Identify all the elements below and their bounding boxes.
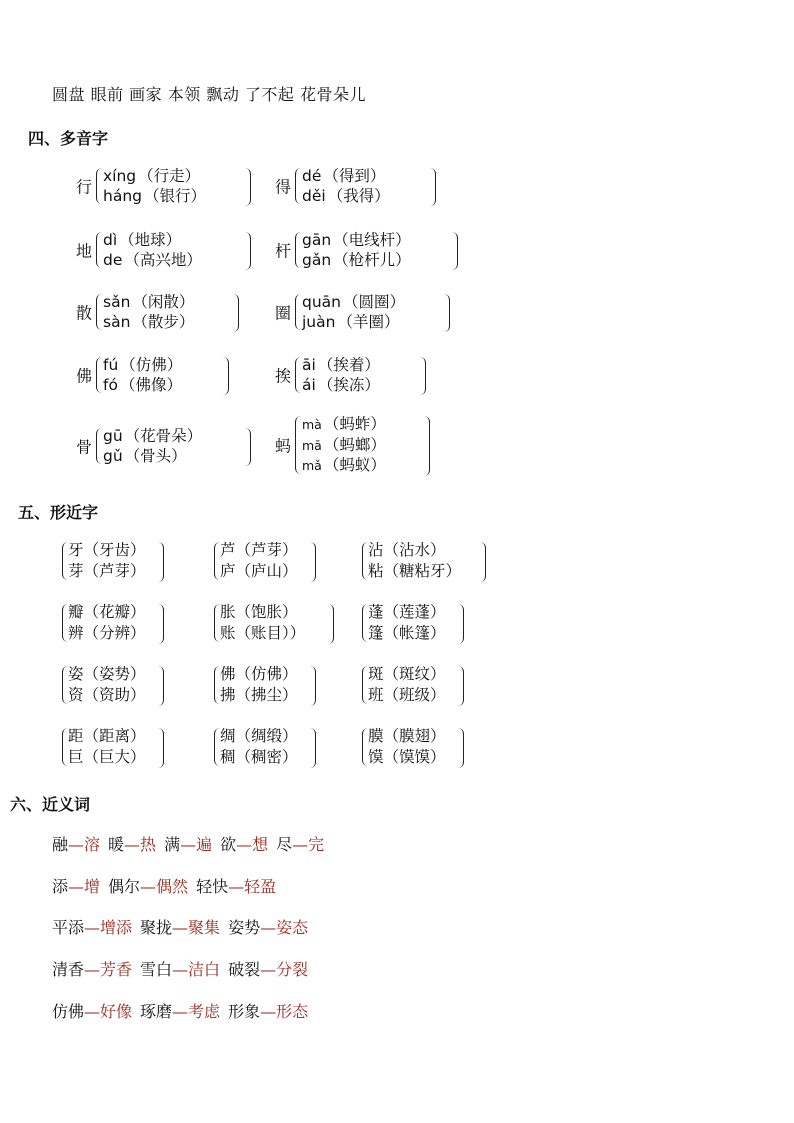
similar-char-group [62, 726, 170, 768]
reading-row [302, 455, 386, 476]
dash: — [68, 835, 85, 854]
readings [302, 355, 380, 395]
word-list-line: 圆盘 眼前 画家 本领 飘动 了不起 花骨朵儿 [52, 85, 367, 104]
synonym-line [52, 915, 316, 938]
readings [103, 230, 202, 270]
pinyin: ái [302, 376, 316, 394]
similar-char-item: 馍（馍馍） [368, 748, 446, 766]
synonym-word: 溶 [84, 835, 101, 854]
reading-row [103, 230, 202, 250]
pinyin: gū [103, 427, 123, 445]
dash: — [180, 835, 197, 854]
synonym-word: 增添 [100, 918, 133, 937]
synonym-pair [52, 835, 100, 854]
polyphone-char: 佛 [76, 366, 93, 386]
right-brace [328, 604, 334, 644]
synonym-pair [140, 960, 220, 979]
synonym-pair [220, 835, 268, 854]
similar-char-item: 资（资助） [68, 686, 146, 704]
reading-row [302, 186, 390, 206]
pinyin: juàn [302, 313, 336, 331]
similar-char-item: 班（班级） [368, 686, 446, 704]
example-word: （圆圈） [343, 293, 406, 311]
pair [68, 664, 146, 706]
similar-char-item: 芽（芦芽） [68, 562, 146, 580]
section-title-polyphones: 四、多音字 [28, 129, 109, 148]
synonym-word: 轻盈 [244, 877, 277, 896]
dash: — [68, 877, 85, 896]
synonym-word: 芳香 [100, 960, 133, 979]
synonym-pair [164, 835, 212, 854]
example-word: （蚂蚁） [323, 456, 386, 474]
reading-row [103, 355, 182, 375]
synonym-word: 想 [252, 835, 269, 854]
synonym-pair [228, 918, 308, 937]
similar-char-group [214, 664, 322, 706]
pinyin: mà [302, 417, 322, 432]
similar-char-item: 膜（膜翅） [368, 727, 446, 745]
pinyin: āi [302, 356, 316, 374]
pinyin: děi [302, 187, 326, 205]
similar-char-item: 蓬（莲蓬） [368, 603, 446, 621]
readings [103, 426, 202, 466]
example-word: （地球） [119, 231, 182, 249]
reading-row [302, 355, 380, 375]
reading-row [302, 250, 411, 270]
synonym-pair [228, 960, 308, 979]
example-word: （闲散） [132, 293, 195, 311]
similar-char-item: 稠（稠密） [220, 748, 298, 766]
example-word: （得到） [323, 167, 386, 185]
readings [302, 414, 386, 476]
word: 偶尔 [108, 877, 141, 896]
pair [68, 540, 146, 582]
left-brace [295, 416, 302, 474]
dash: — [84, 918, 101, 937]
pinyin: quān [302, 293, 341, 311]
polyphone-char: 地 [76, 241, 93, 261]
right-brace [480, 542, 486, 582]
left-brace [295, 232, 302, 268]
synonym-line [52, 957, 316, 980]
similar-char-group [362, 664, 470, 706]
left-brace [295, 357, 302, 393]
pinyin: sàn [103, 313, 131, 331]
right-brace [245, 232, 251, 270]
polyphone-char: 蚂 [275, 436, 292, 456]
word: 清香 [52, 960, 85, 979]
example-word: （挨冻） [317, 376, 380, 394]
word: 暖 [108, 835, 125, 854]
readings [103, 355, 182, 395]
example-word: （行走） [138, 167, 201, 185]
pinyin: mǎ [302, 458, 322, 473]
left-brace [295, 168, 302, 204]
dash: — [172, 1002, 189, 1021]
reading-row [103, 166, 206, 186]
word: 轻快 [196, 877, 229, 896]
right-brace [444, 294, 450, 332]
similar-char-group [214, 540, 322, 582]
synonym-pair [108, 877, 188, 896]
pinyin: háng [103, 187, 142, 205]
dash: — [260, 1002, 277, 1021]
synonym-pair [52, 918, 132, 937]
pair [220, 540, 298, 582]
right-brace [458, 604, 464, 644]
similar-char-item: 篷（帐篷） [368, 624, 446, 642]
pinyin: de [103, 251, 123, 269]
synonym-line [52, 999, 316, 1022]
word: 融 [52, 835, 69, 854]
reading-row [302, 166, 390, 186]
right-brace [245, 168, 251, 206]
right-brace [158, 604, 164, 644]
example-word: （蚂螂） [323, 435, 386, 454]
similar-char-item: 辨（分辨） [68, 624, 146, 642]
reading-row [103, 250, 202, 270]
word: 尽 [276, 835, 293, 854]
pair [368, 602, 446, 644]
synonym-word: 增 [84, 877, 101, 896]
pair [68, 602, 146, 644]
similar-char-item: 账（账目）） [220, 624, 306, 642]
similar-char-item: 牙（牙齿） [68, 541, 146, 559]
pair [220, 726, 298, 768]
left-brace [96, 428, 103, 464]
similar-char-item: 沾（沾水） [368, 541, 446, 559]
synonym-word: 好像 [100, 1002, 133, 1021]
reading-row [302, 435, 386, 456]
synonym-word: 姿态 [276, 918, 309, 937]
pinyin: gǔ [103, 447, 123, 465]
dash: — [84, 1002, 101, 1021]
word: 满 [164, 835, 181, 854]
synonym-pair [276, 835, 324, 854]
synonym-word: 分裂 [276, 960, 309, 979]
right-brace [233, 294, 239, 332]
similar-char-group [62, 602, 170, 644]
synonym-pair [196, 877, 276, 896]
right-brace [458, 666, 464, 706]
synonym-pair [52, 1002, 132, 1021]
word: 添 [52, 877, 69, 896]
synonym-word: 考虑 [188, 1002, 221, 1021]
right-brace [452, 232, 458, 270]
polyphone-group [275, 166, 438, 206]
similar-char-group [62, 664, 170, 706]
similar-char-item: 佛（仿佛） [220, 665, 298, 683]
similar-char-item: 粘（糖粘牙） [368, 562, 462, 580]
similar-char-item: 姿（姿势） [68, 665, 146, 683]
section-title-synonyms: 六、近义词 [10, 795, 91, 814]
readings [103, 166, 206, 206]
right-brace [310, 728, 316, 768]
pinyin: xíng [103, 167, 137, 185]
readings [302, 292, 405, 332]
example-word: （散步） [132, 313, 195, 331]
synonym-pair [140, 918, 220, 937]
word: 聚拢 [140, 918, 173, 937]
pair [368, 664, 446, 706]
similar-char-item: 瓣（花瓣） [68, 603, 146, 621]
dash: — [292, 835, 309, 854]
synonym-word: 形态 [276, 1002, 309, 1021]
example-word: （电线杆） [333, 231, 411, 249]
synonym-line [52, 832, 332, 855]
right-brace [420, 357, 426, 395]
pair [368, 726, 446, 768]
similar-char-group [214, 726, 322, 768]
polyphone-char: 得 [275, 177, 292, 197]
reading-row [103, 426, 202, 446]
section-title-similar: 五、形近字 [18, 503, 99, 522]
reading-row [103, 375, 182, 395]
synonym-word: 聚集 [188, 918, 221, 937]
right-brace [310, 542, 316, 582]
right-brace [158, 666, 164, 706]
word: 雪白 [140, 960, 173, 979]
similar-char-item: 斑（斑纹） [368, 665, 446, 683]
right-brace [223, 357, 229, 395]
pinyin: gān [302, 231, 332, 249]
left-brace [96, 357, 103, 393]
right-brace [158, 542, 164, 582]
similar-char-item: 距（距离） [68, 727, 146, 745]
dash: — [84, 960, 101, 979]
word: 欲 [220, 835, 237, 854]
dash: — [172, 960, 189, 979]
polyphone-char: 杆 [275, 241, 292, 261]
example-word: （蚂蚱） [323, 415, 386, 433]
similar-char-item: 巨（巨大） [68, 748, 146, 766]
word: 平添 [52, 918, 85, 937]
example-word: （仿佛） [120, 356, 183, 374]
reading-row [103, 292, 194, 312]
pinyin: dì [103, 231, 118, 249]
polyphone-char: 骨 [76, 437, 93, 457]
synonym-line [52, 874, 284, 897]
example-word: （银行） [144, 187, 207, 205]
pinyin: sǎn [103, 293, 131, 311]
synonym-pair [140, 1002, 220, 1021]
reading-row [302, 292, 405, 312]
similar-char-item: 芦（芦芽） [220, 541, 298, 559]
example-word: （骨头） [124, 447, 187, 465]
pinyin: fú [103, 356, 119, 374]
pair [68, 726, 146, 768]
polyphone-group [275, 292, 452, 332]
similar-char-group [362, 726, 470, 768]
synonym-pair [228, 1002, 308, 1021]
dash: — [228, 877, 245, 896]
reading-row [302, 375, 380, 395]
polyphone-group [76, 166, 253, 206]
polyphone-group [275, 230, 460, 270]
right-brace [424, 416, 430, 476]
example-word: （佛像） [119, 376, 182, 394]
synonym-word: 偶然 [156, 877, 189, 896]
polyphone-group [76, 426, 253, 466]
synonym-pair [52, 960, 132, 979]
similar-char-group [214, 602, 340, 644]
polyphone-char: 挨 [275, 366, 292, 386]
right-brace [430, 168, 436, 206]
polyphone-group [76, 355, 231, 395]
right-brace [158, 728, 164, 768]
right-brace [245, 428, 251, 466]
reading-row [103, 186, 206, 206]
pair [368, 540, 461, 582]
example-word: （花骨朵） [124, 427, 203, 445]
reading-row [302, 230, 411, 250]
polyphone-char: 行 [76, 177, 93, 197]
pinyin: dé [302, 167, 322, 185]
polyphone-group [76, 230, 253, 270]
polyphone-group [76, 292, 241, 332]
similar-char-group [362, 540, 492, 582]
word: 琢磨 [140, 1002, 173, 1021]
left-brace [96, 168, 103, 204]
polyphone-group [275, 414, 432, 476]
similar-char-item: 拂（拂尘） [220, 686, 298, 704]
reading-row [302, 414, 386, 435]
polyphone-group [275, 355, 428, 395]
word: 姿势 [228, 918, 261, 937]
polyphone-char: 散 [76, 303, 93, 323]
similar-char-item: 绸（绸缎） [220, 727, 298, 745]
example-word: （我得） [327, 187, 390, 205]
dash: — [236, 835, 253, 854]
similar-char-group [362, 602, 470, 644]
example-word: （羊圈） [337, 313, 400, 331]
pinyin: fó [103, 376, 118, 394]
pair [220, 664, 298, 706]
word: 破裂 [228, 960, 261, 979]
left-brace [96, 294, 103, 330]
word: 仿佛 [52, 1002, 85, 1021]
synonym-pair [108, 835, 156, 854]
synonym-word: 洁白 [188, 960, 221, 979]
dash: — [260, 918, 277, 937]
left-brace [295, 294, 302, 330]
similar-char-item: 庐（庐山） [220, 562, 298, 580]
left-brace [96, 232, 103, 268]
right-brace [458, 728, 464, 768]
readings [103, 292, 194, 332]
similar-char-item: 胀（饱胀） [220, 603, 298, 621]
pinyin: gǎn [302, 251, 332, 269]
readings [302, 230, 411, 270]
reading-row [103, 446, 202, 466]
dash: — [140, 877, 157, 896]
synonym-word: 热 [140, 835, 157, 854]
polyphone-char: 圈 [275, 303, 292, 323]
dash: — [172, 918, 189, 937]
synonym-word: 完 [308, 835, 325, 854]
reading-row [302, 312, 405, 332]
similar-char-group [62, 540, 170, 582]
synonym-word: 遍 [196, 835, 213, 854]
pinyin: mā [302, 437, 322, 453]
synonym-pair [52, 877, 100, 896]
dash: — [260, 960, 277, 979]
example-word: （枪杆儿） [333, 251, 411, 269]
dash: — [124, 835, 141, 854]
example-word: （高兴地） [124, 251, 202, 269]
word: 形象 [228, 1002, 261, 1021]
reading-row [103, 312, 194, 332]
pair [220, 602, 305, 644]
right-brace [310, 666, 316, 706]
readings [302, 166, 390, 206]
example-word: （挨着） [317, 356, 380, 374]
